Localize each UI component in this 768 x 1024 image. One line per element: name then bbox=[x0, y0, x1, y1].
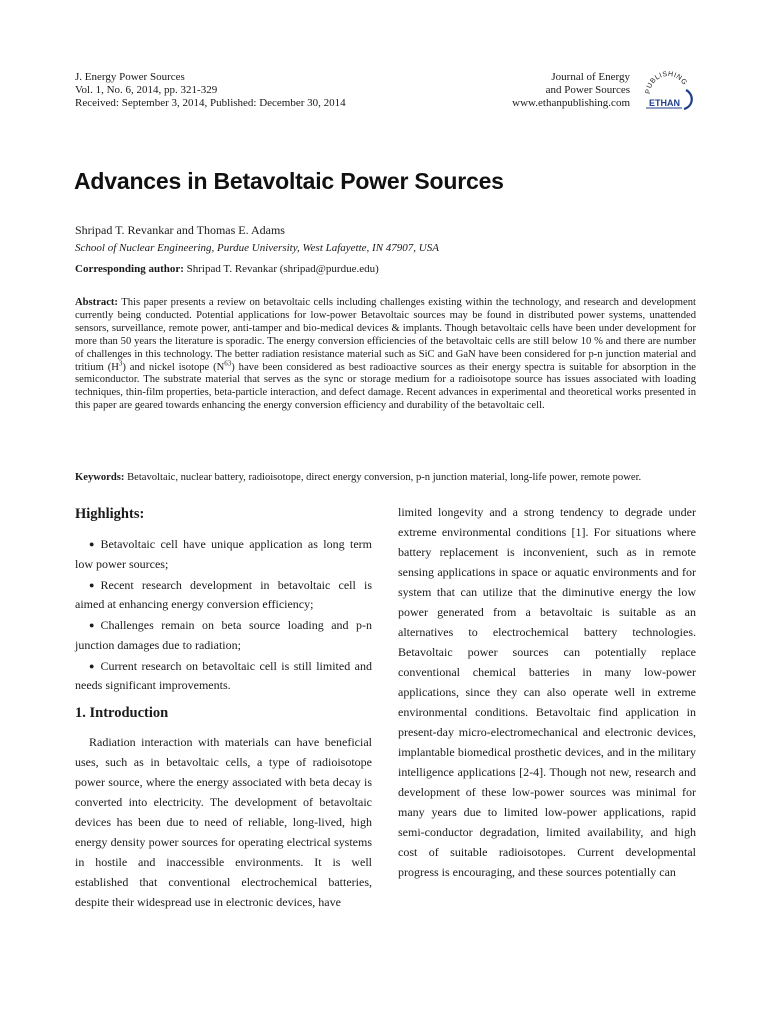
author-list: Shripad T. Revankar and Thomas E. Adams bbox=[75, 223, 285, 237]
publisher-logo bbox=[636, 64, 696, 114]
bullet-icon: ● bbox=[89, 620, 95, 630]
introduction-paragraph-left: Radiation interaction with materials can have beneficial uses, such as in betavoltaic cells, a type of radioisotope power source, where the energy associated with beta decay is converted into electricity. The development of betavoltaic devices has been due to need of reliable, long-lived, high energy density power sources for operating electrical systems in hostile and inaccessible environments. It is well established that conventional electrochemical batteries, despite their widespread use in electronic devices, have bbox=[75, 734, 372, 909]
introduction-heading: 1. Introduction bbox=[75, 704, 169, 721]
affiliation: School of Nuclear Engineering, Purdue University, West Lafayette, IN 47907, USA bbox=[75, 242, 439, 254]
logo-arc-text: PUBLISHING bbox=[644, 70, 689, 95]
highlight-text: Betavoltaic cell have unique application as long term low power sources; bbox=[75, 537, 372, 571]
highlight-text: Recent research development in betavoltaic cell is aimed at enhancing energy conversion efficiency; bbox=[75, 577, 372, 611]
abstract-text-part2: ) and nickel isotope (N bbox=[122, 361, 225, 373]
highlight-item bbox=[75, 576, 372, 615]
journal-short-name: J. Energy Power Sources bbox=[75, 71, 185, 83]
introduction-paragraph-right: limited longevity and a strong tendency to degrade under extreme environmental conditions [1]. For situations where battery replacement is inconvenient, such as in remote sensing applications in space or aquatic environments and for system that can utilize that the diminutive energy the low power generated from a betavoltaic is suitable as an alternatives to electrochemical battery technologies. Betavoltaic power sources can potentially replace conventional chemical batteries in many low-power applications, since they can also operate well in extreme environmental conditions. Betavoltaic find application in present-day micro-electromechanical and electronic devices, implantable biomedical prosthetic devices, and in the military intelligence applications [2-4]. Though not new, research and development of these low-power sources was minimal for many years due to limited low-power applications, rapid semi-conductor degradation, limited availability, and high cost of suitable radioisotopes. Current developmental progress is encouraging, and these sources potentially can bbox=[398, 505, 696, 879]
highlights-heading: Highlights: bbox=[75, 506, 145, 522]
keywords bbox=[75, 471, 696, 484]
journal-website[interactable]: www.ethanpublishing.com bbox=[512, 97, 630, 109]
volume-info: Vol. 1, No. 6, 2014, pp. 321-329 bbox=[75, 84, 218, 96]
bullet-icon: ● bbox=[89, 579, 95, 590]
corresponding-author-value: Shripad T. Revankar (shripad@purdue.edu) bbox=[186, 263, 379, 275]
highlight-text: Challenges remain on beta source loading and p-n junction damages due to radiation; bbox=[75, 618, 372, 652]
highlight-item bbox=[75, 657, 372, 696]
journal-full-name-line1: Journal of Energy bbox=[551, 71, 630, 83]
ethan-publishing-logo-icon bbox=[636, 64, 696, 114]
right-column bbox=[398, 502, 696, 882]
abstract-superscript-tritium: 3 bbox=[118, 359, 123, 367]
journal-header-left bbox=[75, 71, 346, 110]
abstract-superscript-nickel: 63 bbox=[224, 359, 232, 367]
svg-text:PUBLISHING bbox=[645, 71, 688, 95]
highlight-item bbox=[75, 616, 372, 655]
logo-text: ETHAN bbox=[649, 98, 680, 108]
journal-header-right bbox=[480, 71, 630, 110]
corresponding-author-label: Corresponding author: bbox=[75, 263, 184, 275]
highlight-text: Current research on betavoltaic cell is still limited and needs significant improvements. bbox=[75, 658, 372, 692]
left-column bbox=[75, 502, 372, 912]
highlight-item bbox=[75, 535, 372, 574]
bullet-icon: ● bbox=[89, 539, 95, 549]
journal-full-name-line2: and Power Sources bbox=[545, 84, 630, 96]
abstract-label: Abstract: bbox=[75, 297, 118, 308]
bullet-icon: ● bbox=[89, 660, 95, 671]
paper-title: Advances in Betavoltaic Power Sources bbox=[74, 168, 504, 194]
abstract bbox=[75, 297, 696, 413]
abstract-text-part3: ) have been considered as best radioactive sources as their energy spectra is suitable for absorption in the semiconductor. The substrate material that serves as the sync or storage medium for a radioisotope source has issues associated with loading techniques, thin-film properties, beta-particle interaction, and defect damage. Recent advances in experimental and theoretical works presented in this paper are geared towards enhancing the energy conversion efficiency and durability of the betavoltaic cell. bbox=[75, 361, 696, 412]
keywords-text: Betavoltaic, nuclear battery, radioisotope, direct energy conversion, p-n junction material, long-life power, remote power. bbox=[127, 472, 642, 483]
publication-dates: Received: September 3, 2014, Published: December 30, 2014 bbox=[75, 97, 346, 109]
keywords-label: Keywords: bbox=[75, 472, 125, 483]
abstract-text-part1: This paper presents a review on betavoltaic cells including challenges existing within the technology, and research and development currently being conducted. Potential applications for low-power Betavoltaic sources may be found in distributed power systems, unattended sensors, surveillance, remote power, anti-tamper and bio-medical devices & implants. Though betavoltaic cells have been under development for more than 50 years the literature is sporadic. The energy conversion efficiencies of the betavoltaic cells are still below 10 % and there are number of challenges in this technology. The better radiation resistance material such as SiC and GaN have been considered for p-n junction material and tritium (H bbox=[75, 297, 696, 373]
corresponding-author bbox=[75, 263, 379, 275]
